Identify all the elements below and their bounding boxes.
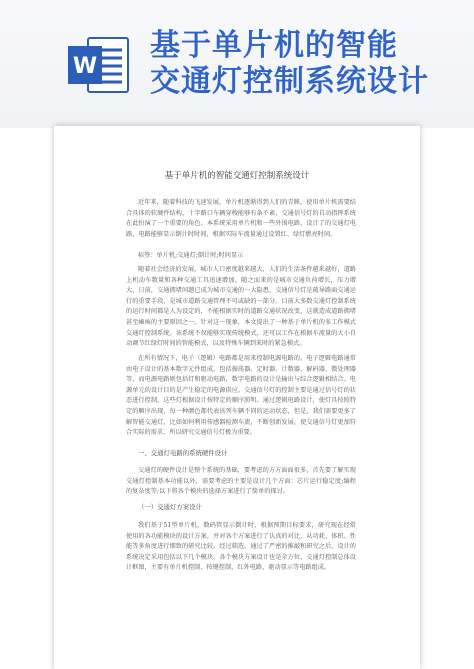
abstract-paragraph: 近年来，随着科技的飞速发展，单片机逐渐得到人们的青睐，使用单片机需要结合具体的软硬件结构，十字路口车辆穿梭能够有条不紊，交通信号灯的自动指挥系统在此扮演了一个重要的角色。本系统采用单片机和一些外围电路，设计了的交通灯电路，电路能够显示倒计时时间，根据实际车流量通过设置红、绿灯燃亮时间。 [126, 199, 356, 238]
word-document-icon [66, 34, 132, 96]
body-paragraph-2: 在所有情况下，电子（逻辑）电路都是用来控制电源电路的。电子逻辑电路通常由电子设计的基本数字元件组成，包括振荡器、定时器、计数器、解码器、微处理器等，而电源电路则包括灯和驱动电路，数字电路的设计是输出与综合逻辑相结合。电源单元的设计目的是产生稳定的电源供应。交通信号灯的控制主要是通过信号灯的状态进行控制，这些灯根据设计按特定的顺序照明。通过逻辑电路设计，使灯具按照特定的顺序出现，每一种颜色都代表该列车辆不同的运动状态，但是，我们需要更多了解智能交通灯，比如如何利用传感器检测车流，不断创新发展，使交通信号灯更加符合实际的需求，所以研究交通信号灯极为重要。 [126, 355, 356, 437]
section-heading-2: （一）交通灯方案设计 [138, 503, 202, 511]
body-paragraph-4: 我们基于51型单片机，数码管显示倒计时，根据预期目标要求，研究现在经常使用的各功能模块的设计方案，并对各个方案进行了认真的对比，从功耗、体积、性能等多角度进行细致的研究比较。经过筛选，通过了严密的推敲和研究之后，设计的系统决定采用包括以下几个模块，各个模块方案设计也是全方位，交通灯控制总体设计框图，主要有单片机控制、按键控制、红外电路，驱动显示等电路组成。 [126, 522, 356, 572]
section-heading-1: 一、交通灯电路的系统硬件设计 [138, 449, 228, 457]
banner-title-line-2: 交通灯控制系统设计 [150, 64, 429, 99]
body-paragraph-3: 交通灯的硬件设计是整个系统的基础，要考虑的方方面面很多，首先要了解实现交通灯控制基本功能以外，需要考虑的主要是设计几个方面：芯片运行稳定度;编程的复杂度等;以下将各个模块的选择方案进行了简单的探讨。 [126, 467, 356, 496]
svg-text:W: W [72, 54, 98, 79]
body-paragraph-1: 随着社会经济的发展，城市人口密度越来越大，人们的生活条件越来越好，道路上机动车数量和各种交通工具迅速增加。随之而来的是城市交通负荷增长，压力增大，日前，交通拥堵问题已成为城市交通的一大隐患，交通信号灯是疏导路面交通运行的重要手段，是城市道路交通管理不可或缺的一部分。目前大多数交通灯控制系统的运行时间都是人为设定的，不能根据实时的道路交通状况改变，这就造成道路拥堵甚至瘫痪的主要原因之一。针对这一现象，本文提出了一种基于单片机的多工作模式交通灯控制系统。该系统不仅能够实现传统模式，还可以工作在根据车流量的大小自动调节红绿灯时间的智能模式，以及特殊车辆到来时的紧急模式。 [126, 266, 356, 348]
banner-title-line-1: 基于单片机的智能 [150, 28, 398, 63]
document-page [54, 126, 420, 669]
document-title: 基于单片机的智能交通灯控制系统设计 [164, 171, 310, 181]
header-banner [0, 0, 474, 128]
banner-title [150, 28, 429, 100]
keywords-line: 标签：单片机;交通灯;倒计时;时间显示 [138, 252, 244, 259]
